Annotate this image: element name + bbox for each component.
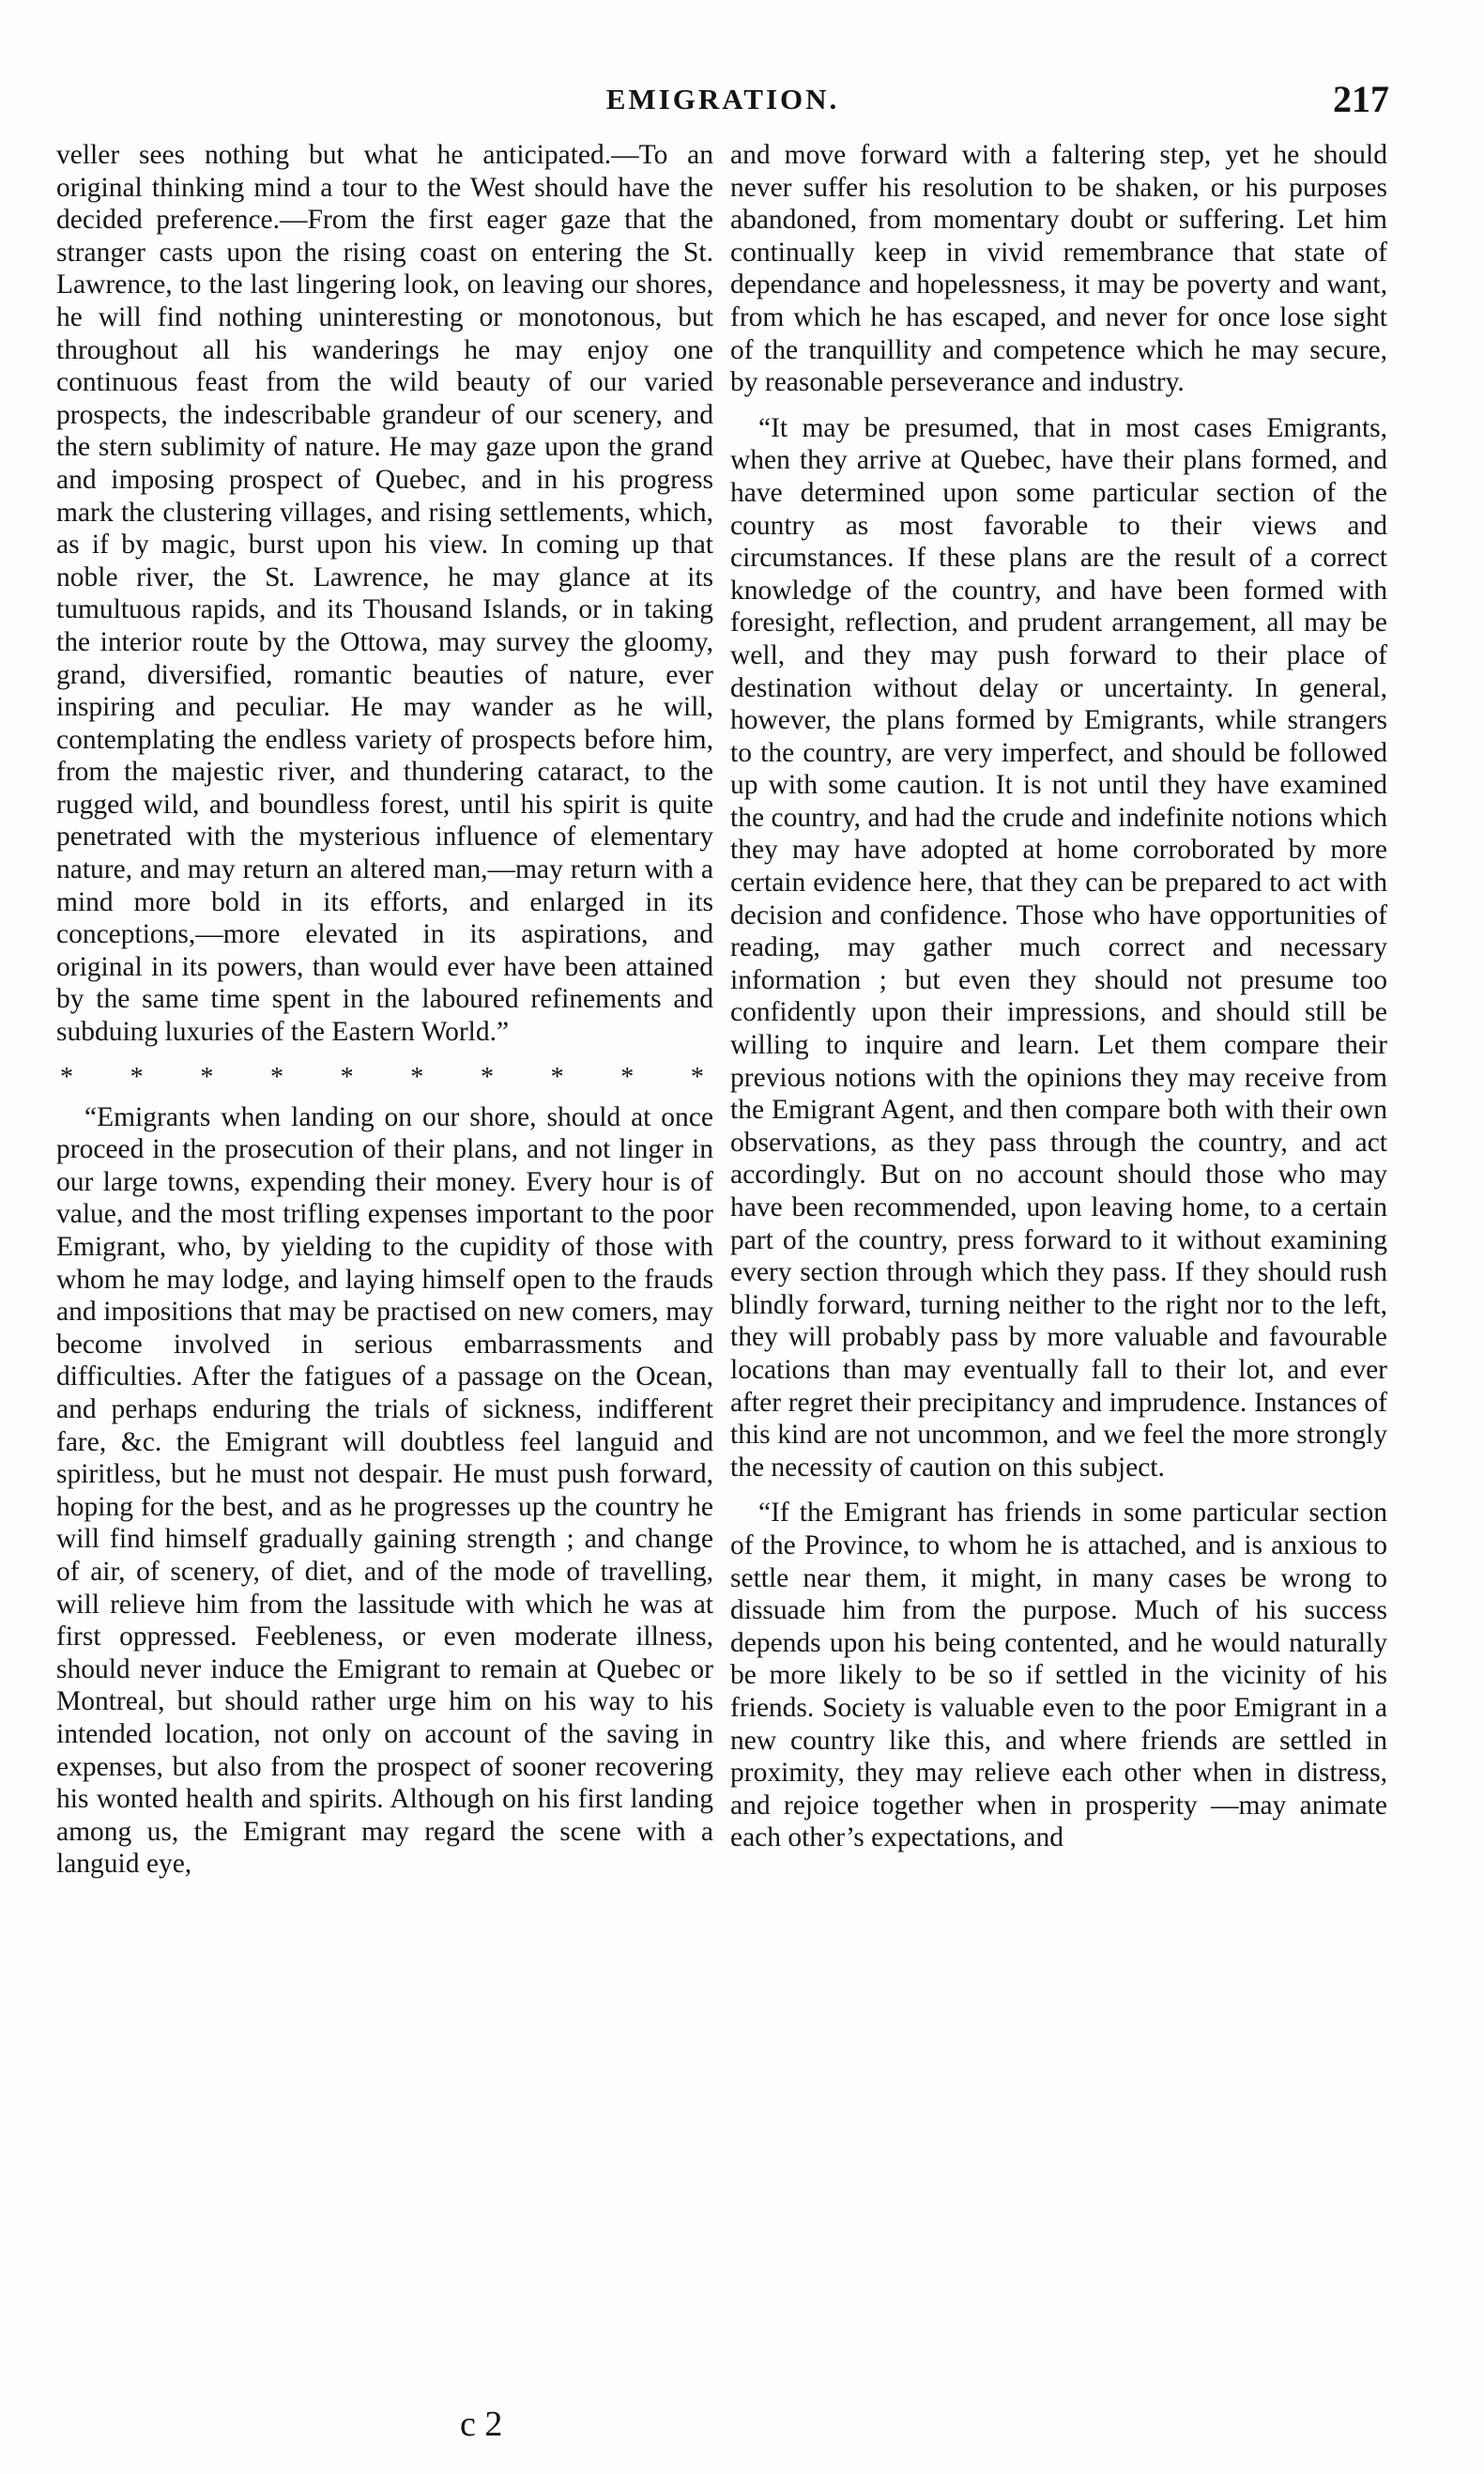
paragraph-friends: “If the Emigrant has friends in some particular section of the Province, to whom he is attached, and is anxious to settle near them, it might, in many cases be wrong to dissuade him from the purpose. Much of his success depends upon his being contented, and he would naturally be more likely to be so if settled in the vicinity of his friends. Society is valuable even to the poor Emigrant in a new country like this, and where friends are settled in proximity, they may relieve each other when in distress, and rejoice together when in prosperity —may animate each other’s expectations, and (730, 1498, 1387, 1853)
paragraph-continued: veller sees nothing but what he anticipated.—To an original thinking mind a tour to the West should have the decided preference.—From the first eager gaze that the stranger casts upon the rising coast on entering the St. Lawrence, to the last lingering look, on leaving our shores, he will find nothing uninteresting or monotonous, but throughout all his wanderings he may enjoy one continuous feast from the wild beauty of our varied prospects, the indescribable grandeur of our scenery, and the stern sublimity of nature. He may gaze upon the grand and imposing prospect of Quebec, and in his progress mark the clustering villages, and rising settlements, which, as if by magic, burst upon his view. In coming up that noble river, the St. Lawrence, he may glance at its tumultuous rapids, and its Thousand Islands, or in taking the interior route by the Ottowa, may survey the gloomy, grand, diversified, romantic beauties of nature, ever inspiring and peculiar. He may wander as he will, contemplating the endless variety of prospects before him, from the majestic river, and thundering cataract, to the rugged wild, and boundless forest, until his spirit is quite penetrated with the mysterious influence of elementary nature, and may return an altered man,—may return with a mind more bold in its efforts, and enlarged in its conceptions,—more elevated in its aspirations, and original in its powers, than would ever have been attained by the same time spent in the laboured refinements and subduing luxuries of the Eastern World.” (56, 140, 713, 1048)
section-break-asterisks (56, 1064, 713, 1092)
asterisk: * (60, 1062, 73, 1092)
asterisk: * (690, 1062, 704, 1092)
asterisk: * (269, 1062, 283, 1092)
page-header (56, 78, 1389, 139)
asterisk: * (200, 1062, 214, 1092)
paragraph-plans-formed: “It may be presumed, that in most cases Emigrants, when they arrive at Quebec, have their plans formed, and have determined upon some particular section of the country as most favorable to their views and circumstances. If these plans are the result of a correct knowledge of the country, and have been formed with foresight, reflection, and prudent arrangement, all may be well, and they may push forward to their place of destination without delay or uncertainty. In general, however, the plans formed by Emigrants, while strangers to the country, are very imperfect, and should be followed up with some caution. It is not until they have examined the country, and had the crude and indefinite notions which they may have adopted at home corroborated by more certain evidence here, that they can be prepared to act with decision and confidence. Those who have opportunities of reading, may gather much correct and necessary information ; but even they should not presume too confidently upon their impressions, and should still be willing to inquire and learn. Let them compare their previous notions with the opinions they may receive from the Emigrant Agent, and then compare both with their own observations, as they pass through the country, and act accordingly. But on no account should those who may have been recommended, upon leaving home, to a certain part of the country, press forward to it without examining every section through which they pass. If they should rush blindly forward, turning neither to the right nor to the left, they will probably pass by more valuable and favourable locations than may eventually fall to their lot, and ever after regret their precipitancy and imprudence. Instances of this kind are not uncommon, and we feel the more strongly the necessity of caution on this subject. (730, 412, 1387, 1483)
asterisk: * (410, 1062, 424, 1092)
asterisk: * (480, 1062, 494, 1092)
paragraph-continued: and move forward with a faltering step, yet he should never suffer his resolution to be shaken, or his purposes abandoned, from momentary doubt or suffering. Let him continually keep in vivid remembrance that state of dependance and hopelessness, it may be poverty and want, from which he has escaped, and never for once lose sight of the tranquillity and competence which he may secure, by reasonable perseverance and industry. (730, 140, 1387, 398)
asterisk: * (130, 1062, 144, 1092)
asterisk: * (340, 1062, 354, 1092)
asterisk: * (620, 1062, 635, 1092)
running-title: EMIGRATION. (605, 83, 840, 115)
paragraph-emigrants-landing: “Emigrants when landing on our shore, should at once proceed in the prosecution of their plans, and not linger in our large towns, expending their money. Every hour is of value, and the most trifling expenses important to the poor Emigrant, who, by yielding to the cupidity of those with whom he may lodge, and laying himself open to the frauds and impositions that may be practised on new comers, may become involved in serious embarrassments and difficulties. After the fatigues of a passage on the Ocean, and perhaps enduring the trials of sickness, indifferent fare, &c. the Emigrant will doubtless feel languid and spiritless, but he must not despair. He must push forward, hoping for the best, and as he progresses up the country he will find himself gradually gaining strength ; and change of air, of scenery, of diet, and of the mode of travelling, will relieve him from the lassitude with which he was at first oppressed. Feebleness, or even moderate illness, should never induce the Emigrant to remain at Quebec or Montreal, but should rather urge him on his way to his intended location, not only on account of the saving in expenses, but also from the prospect of sooner recovering his wonted health and spirits. Although on his first landing among us, the Emigrant may regard the scene with a languid eye, (56, 1101, 713, 1880)
page-number: 217 (1333, 78, 1389, 120)
signature-mark: c 2 (460, 2405, 503, 2444)
asterisk: * (550, 1062, 564, 1092)
left-column (56, 139, 713, 1881)
right-column (730, 139, 1387, 1854)
